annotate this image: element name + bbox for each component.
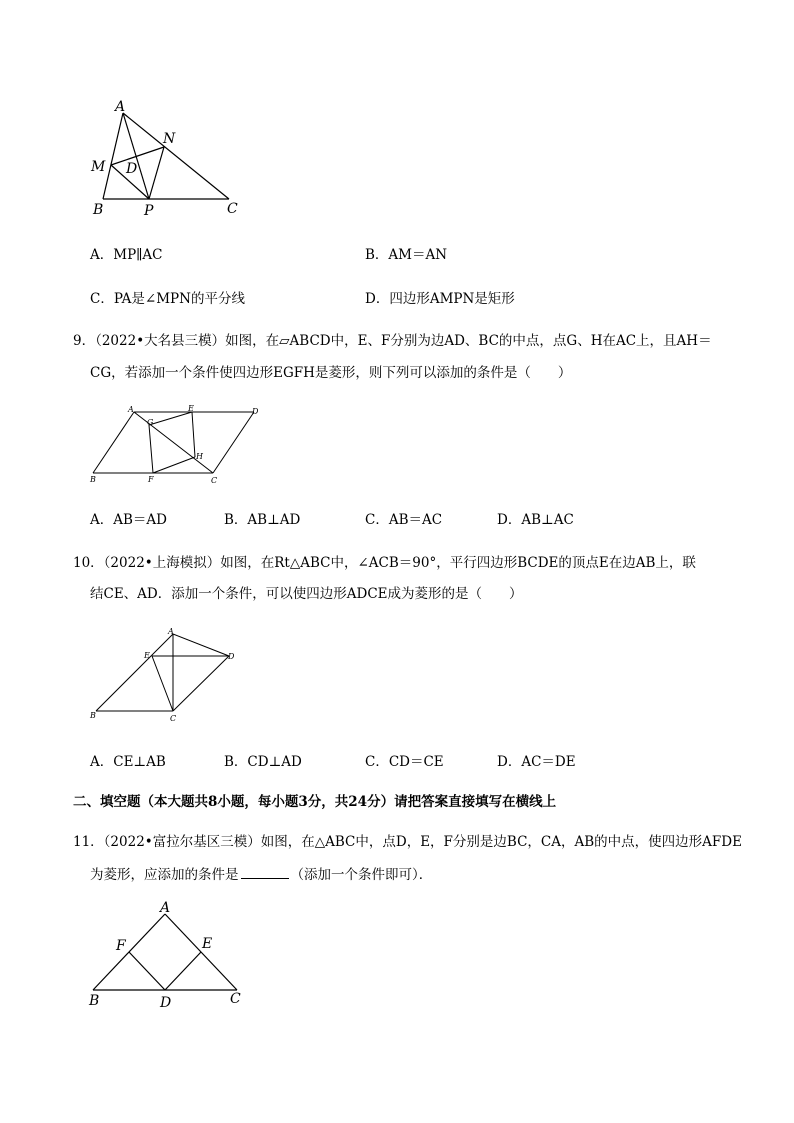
q11-text-line2-pre: 为菱形，应添加的条件是 xyxy=(90,867,239,883)
q9-option-a: A．AB＝AD xyxy=(90,512,167,528)
fig10-label-c: C xyxy=(170,714,177,722)
fig8-label-a: A xyxy=(115,99,126,115)
figure-q8 xyxy=(85,95,255,220)
q9-text-line2: CG，若添加一个条件使四边形EGFH是菱形，则下列可以添加的条件是（ ） xyxy=(90,365,572,381)
fig9-label-a: A xyxy=(128,405,134,414)
fig11-label-f: F xyxy=(116,938,126,954)
figure-q10 xyxy=(85,622,240,722)
fig8-label-p: P xyxy=(144,203,154,219)
figure-q9 xyxy=(85,402,265,487)
fig9-label-c: C xyxy=(211,476,218,485)
q9-option-d: D．AB⊥AC xyxy=(497,512,574,528)
q9-text-line1: 9．（2022•大名县三模）如图，在▱ABCD中，E、F分别为边AD、BC的中点，点G、H在AC上，且AH＝ xyxy=(73,333,712,349)
fig9-label-e: E xyxy=(188,404,194,413)
fig11-label-e: E xyxy=(202,936,213,952)
q8-option-c: C．PA是∠MPN的平分线 xyxy=(90,291,245,307)
q10-option-b: B．CD⊥AD xyxy=(224,754,302,770)
q10-text-line2: 结CE、AD．添加一个条件，可以使四边形ADCE成为菱形的是（ ） xyxy=(90,586,523,602)
fig11-label-c: C xyxy=(230,991,241,1007)
fig9-label-d: D xyxy=(252,407,259,416)
fig9-label-g: G xyxy=(147,418,154,427)
fig8-label-n: N xyxy=(163,131,176,147)
fig8-label-m: M xyxy=(91,159,106,175)
fig8-label-c: C xyxy=(227,201,238,217)
q8-option-d: D．四边形AMPN是矩形 xyxy=(365,291,515,307)
fig9-label-h: H xyxy=(196,452,203,461)
q11-answer-blank[interactable] xyxy=(241,864,289,879)
fig11-label-a: A xyxy=(160,900,171,916)
q8-option-b: B．AM＝AN xyxy=(365,247,448,263)
fig11-label-b: B xyxy=(89,993,100,1009)
fig10-label-e: E xyxy=(144,651,150,660)
q9-option-b: B．AB⊥AD xyxy=(224,512,301,528)
section-heading-fill-in: 二、填空题（本大题共8小题，每小题3分，共24分）请把答案直接填写在横线上 xyxy=(73,794,557,810)
q10-option-a: A．CE⊥AB xyxy=(90,754,166,770)
figure-q11 xyxy=(85,895,250,1015)
fig8-label-b: B xyxy=(93,202,104,218)
q11-text-line2 xyxy=(90,864,432,885)
q8-option-a: A．MP∥AC xyxy=(90,247,163,263)
fig8-label-d: D xyxy=(126,161,138,177)
q9-option-c: C．AB＝AC xyxy=(365,512,443,528)
fig11-label-d: D xyxy=(160,995,172,1011)
fig9-label-f: F xyxy=(148,475,154,484)
q10-text-line1: 10．（2022•上海模拟）如图，在Rt△ABC中，∠ACB＝90°，平行四边形BCDE的顶点E在边AB上，联 xyxy=(73,555,696,571)
fig10-label-b: B xyxy=(90,711,96,720)
q10-option-d: D．AC＝DE xyxy=(497,754,576,770)
fig9-label-b: B xyxy=(90,475,96,484)
fig10-label-a: A xyxy=(168,627,174,636)
q11-text-line1: 11．（2022•富拉尔基区三模）如图，在△ABC中，点D，E，F分别是边BC，CA，AB的中点，使四边形AFDE xyxy=(73,834,742,850)
q11-text-line2-post: （添加一个条件即可）． xyxy=(290,867,433,883)
q10-option-c: C．CD＝CE xyxy=(365,754,444,770)
fig10-label-d: D xyxy=(228,652,235,661)
